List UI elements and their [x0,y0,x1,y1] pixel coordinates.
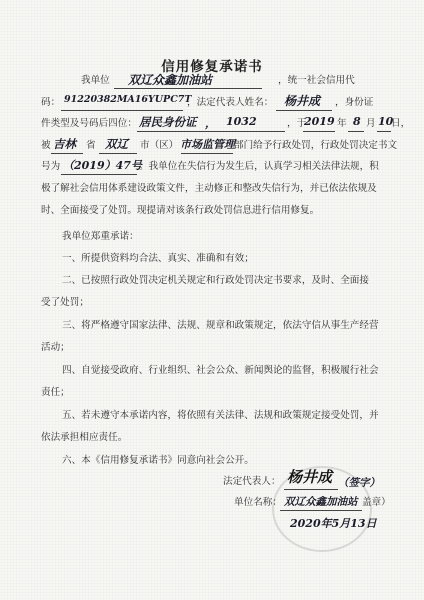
underline-unit-signature [280,510,362,511]
commitment-item-1: 一、所提供资料均合法、真实、准确和有效； [62,253,254,264]
commitment-item-3-line2: 活动； [41,342,70,353]
text-penalty-given: 部门给予行政处罚，行政处罚决定书文 [234,140,398,151]
handwritten-credit-code: 91220382MA16YUPC7T [64,94,192,105]
text-on: ，于 [287,118,307,129]
handwritten-comma: ， [205,117,216,130]
document-title: 信用修复承诺书 [161,59,263,75]
text-city-district: 市（区） [140,140,179,151]
commitment-intro: 我单位郑重承诺： [62,231,139,242]
commitment-item-4-line2: 责任； [41,387,70,398]
text-year: 年 [337,118,347,129]
handwritten-unit-name: 双辽众鑫加油站 [128,73,213,87]
handwritten-province: 吉林 [53,137,76,151]
underline-province [51,153,83,154]
underline-document-number [61,174,137,175]
commitment-item-5-line2: 依法承担相应责任。 [41,432,128,443]
commitment-item-4-line1: 四、自觉接受政府、行业组织、社会公众、新闻舆论的监督，积极履行社会 [62,365,379,376]
handwritten-id-last-four: 1032 [226,115,257,128]
unit-name-label: 单位名称： [234,497,282,508]
handwritten-id-type: 居民身份证 [139,115,197,129]
commitment-item-5-line1: 五、若未遵守本承诺内容，将依照有关法律、法规和政策规定接受处罚，并 [62,410,379,421]
underline-id-info [137,131,285,132]
underline-unit-name [114,88,262,89]
handwritten-document-number: （2019）47号 [63,159,142,172]
handwritten-month: 8 [353,115,361,128]
underline-signature [284,489,338,490]
handwritten-year: 2019 [304,115,335,128]
text-paragraph-line6: 极了解社会信用体系建设政策文件，主动修正和整改失信行为，并已依法依规及 [41,183,377,194]
handwritten-legal-rep: 杨井成 [284,94,321,108]
text-month: 月 [366,118,376,129]
text-legal-rep-label: ，法定代表人姓名： [187,97,274,108]
handwritten-department: 市场监管理 [180,138,235,151]
handwritten-unit-signature: 双辽众鑫加油站 [284,496,358,508]
commitment-item-2-line1: 二、已按照行政处罚决定机关规定和行政处罚决定书要求，及时、全面接 [62,275,369,286]
text-by: 被 [41,140,51,151]
text-paragraph-line7: 时、全面接受了处罚。现提请对该条行政处罚信息进行信用修复。 [41,205,320,216]
text-number-is: 号为 [41,161,61,172]
underline-city [99,153,137,154]
legal-rep-label: 法定代表人： [223,476,281,487]
text-id-lead: ，身份证 [335,97,374,108]
text-id-type-label: 件类型及号码后四位： [41,118,137,129]
text-province: 省 [86,140,96,151]
underline-credit-code [61,110,183,111]
underline-department [181,153,233,154]
text-credit-code-lead: ，统一社会信用代 [278,75,355,86]
underline-day [377,131,391,132]
handwritten-sign-date: 2020年5月13日 [290,517,377,530]
handwritten-city: 双辽 [105,137,128,151]
seal-note: 盖章） [362,497,391,508]
handwritten-day: 10 [378,115,394,128]
text-code-label: 码： [41,97,61,108]
underline-year [303,131,335,132]
commitment-item-2-line2: 受了处罚； [41,297,89,308]
legal-rep-signature: 杨井成 [287,468,333,486]
text-day: 日， [391,118,411,129]
commitment-item-6: 六、本《信用修复承诺书》同意向社会公开。 [62,455,254,466]
text-paragraph-line5: 。我单位在失信行为发生后，认真学习相关法律法规，积 [139,161,379,172]
commitment-item-3-line1: 三、将严格遵守国家法律、法规、规章和政策规定，依法守信从事生产经营 [62,320,379,331]
underline-legal-rep [276,110,332,111]
text-we-unit: 我单位 [81,75,110,86]
underline-month [348,131,364,132]
signature-note: （签字） [338,477,380,489]
